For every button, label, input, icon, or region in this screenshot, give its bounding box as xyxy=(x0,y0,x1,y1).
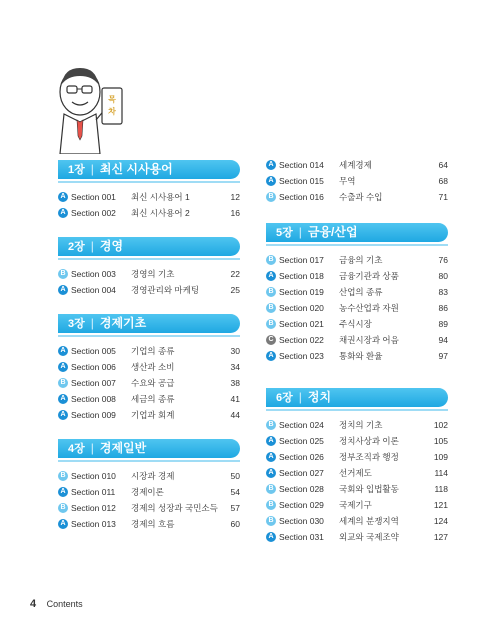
toc-entry[interactable] xyxy=(266,497,448,513)
page-number: 41 xyxy=(230,394,240,404)
chapter-title: 정치 xyxy=(307,390,332,404)
level-badge-icon: B xyxy=(266,287,276,297)
toc-entry[interactable] xyxy=(266,449,448,465)
section-number: Section 015 xyxy=(279,176,324,186)
level-badge-icon: A xyxy=(58,346,68,356)
section-title: 국제기구 xyxy=(339,500,372,510)
section-number: Section 024 xyxy=(279,420,324,430)
chapter-header[interactable]: 1장 | 최신 시사용어 xyxy=(58,160,240,179)
page-number: 83 xyxy=(438,287,448,297)
level-badge-icon: B xyxy=(58,471,68,481)
page-number: 30 xyxy=(230,346,240,356)
section-title: 최신 시사용어 1 xyxy=(131,192,190,202)
page-number: 86 xyxy=(438,303,448,313)
level-badge-icon: A xyxy=(266,532,276,542)
level-badge-icon: A xyxy=(266,176,276,186)
chapter-2 xyxy=(58,237,240,298)
toc-entry[interactable] xyxy=(266,465,448,481)
level-badge-icon: A xyxy=(266,436,276,446)
toc-entry[interactable] xyxy=(266,417,448,433)
level-badge-icon: B xyxy=(58,503,68,513)
section-title: 금융기관과 상품 xyxy=(339,271,399,281)
chapter-number: 5장 xyxy=(276,227,293,239)
page-number: 57 xyxy=(230,503,240,513)
chapter-underline xyxy=(58,460,240,462)
section-number: Section 030 xyxy=(279,516,324,526)
entry-list xyxy=(266,417,448,545)
page-number: 38 xyxy=(230,378,240,388)
section-title: 국회와 입법활동 xyxy=(339,484,399,494)
toc-entry[interactable] xyxy=(58,468,240,484)
section-number: Section 004 xyxy=(71,285,116,295)
section-title: 채권시장과 어음 xyxy=(339,335,399,345)
page-number: 71 xyxy=(438,192,448,202)
level-badge-icon: B xyxy=(266,420,276,430)
section-number: Section 002 xyxy=(71,208,116,218)
section-number: Section 023 xyxy=(279,351,324,361)
toc-entry[interactable] xyxy=(266,316,448,332)
section-title: 수출과 수입 xyxy=(339,192,383,202)
page-number: 97 xyxy=(438,351,448,361)
chapter-number: 1장 xyxy=(68,164,85,176)
section-number: Section 031 xyxy=(279,532,324,542)
chapter-5 xyxy=(266,223,448,364)
page-number: 68 xyxy=(438,176,448,186)
level-badge-icon: A xyxy=(266,468,276,478)
section-number: Section 026 xyxy=(279,452,324,462)
toc-entry[interactable] xyxy=(266,173,448,189)
section-title: 경제이론 xyxy=(131,487,164,497)
section-number: Section 014 xyxy=(279,160,324,170)
page-number: 54 xyxy=(230,487,240,497)
chapter-underline xyxy=(58,181,240,183)
section-title: 정치사상과 이론 xyxy=(339,436,399,446)
entry-list xyxy=(58,189,240,221)
chapter-title: 경영 xyxy=(99,239,124,253)
toc-entry[interactable] xyxy=(266,157,448,173)
section-title: 경제의 흐름 xyxy=(131,519,175,529)
section-title: 수요와 공급 xyxy=(131,378,175,388)
page-number: 109 xyxy=(433,452,448,462)
chapter-4 xyxy=(58,439,240,532)
footer-label: Contents xyxy=(46,599,83,609)
level-badge-icon: B xyxy=(266,319,276,329)
level-badge-icon: B xyxy=(58,378,68,388)
toc-entry[interactable] xyxy=(266,529,448,545)
chapter-header[interactable]: 5장 | 금융/산업 xyxy=(266,223,448,242)
level-badge-icon: A xyxy=(58,410,68,420)
section-number: Section 012 xyxy=(71,503,116,513)
chapter-header[interactable]: 3장 | 경제기초 xyxy=(58,314,240,333)
toc-entry[interactable] xyxy=(266,481,448,497)
level-badge-icon: A xyxy=(266,351,276,361)
mascot-illustration xyxy=(56,62,128,154)
level-badge-icon: B xyxy=(266,192,276,202)
toc-entry[interactable] xyxy=(58,359,240,375)
section-number: Section 021 xyxy=(279,319,324,329)
section-number: Section 001 xyxy=(71,192,116,202)
level-badge-icon: B xyxy=(266,303,276,313)
page-number: 124 xyxy=(433,516,448,526)
svg-text:차: 차 xyxy=(108,107,116,116)
chapter-underline xyxy=(58,258,240,260)
chapter-number: 4장 xyxy=(68,443,85,455)
level-badge-icon: A xyxy=(266,452,276,462)
level-badge-icon: A xyxy=(58,192,68,202)
page-number: 105 xyxy=(433,436,448,446)
page-number: 22 xyxy=(230,269,240,279)
toc-entry[interactable] xyxy=(266,189,448,205)
toc-right-column xyxy=(266,157,448,545)
section-number: Section 006 xyxy=(71,362,116,372)
section-title: 정부조직과 행정 xyxy=(339,452,399,462)
level-badge-icon: A xyxy=(58,394,68,404)
section-number: Section 029 xyxy=(279,500,324,510)
section-title: 기업의 종류 xyxy=(131,346,175,356)
chapter-title: 경제일반 xyxy=(99,441,147,455)
page-number: 121 xyxy=(433,500,448,510)
chapter-number: 2장 xyxy=(68,241,85,253)
page-number: 127 xyxy=(433,532,448,542)
chapter-underline xyxy=(266,409,448,411)
chapter-6 xyxy=(266,388,448,545)
toc-entry[interactable] xyxy=(266,300,448,316)
toc-entry[interactable] xyxy=(58,407,240,423)
chapter-1 xyxy=(58,160,240,221)
section-title: 생산과 소비 xyxy=(131,362,175,372)
chapter-header[interactable]: 2장 | 경영 xyxy=(58,237,240,256)
level-badge-icon: A xyxy=(266,160,276,170)
section-number: Section 005 xyxy=(71,346,116,356)
toc-entry[interactable] xyxy=(266,348,448,364)
section-title: 세금의 종류 xyxy=(131,394,175,404)
section-title: 금융의 기초 xyxy=(339,255,383,265)
level-badge-icon: C xyxy=(266,335,276,345)
entry-list xyxy=(58,468,240,532)
section-title: 산업의 종류 xyxy=(339,287,383,297)
section-title: 세계경제 xyxy=(339,160,372,170)
section-number: Section 025 xyxy=(279,436,324,446)
level-badge-icon: A xyxy=(266,271,276,281)
page-number: 60 xyxy=(230,519,240,529)
section-title: 통화와 환율 xyxy=(339,351,383,361)
section-number: Section 022 xyxy=(279,335,324,345)
level-badge-icon: A xyxy=(58,487,68,497)
page-number: 80 xyxy=(438,271,448,281)
section-number: Section 028 xyxy=(279,484,324,494)
toc-entry[interactable] xyxy=(266,284,448,300)
section-number: Section 008 xyxy=(71,394,116,404)
chapter-underline xyxy=(58,335,240,337)
section-number: Section 003 xyxy=(71,269,116,279)
section-title: 경제의 성장과 국민소득 xyxy=(131,503,218,513)
toc-entry[interactable] xyxy=(58,189,240,205)
page-number: 16 xyxy=(230,208,240,218)
page-number: 102 xyxy=(433,420,448,430)
page-number: 118 xyxy=(434,484,448,494)
chapter-number: 3장 xyxy=(68,318,85,330)
toc-entry[interactable] xyxy=(58,516,240,532)
page-number: 34 xyxy=(230,362,240,372)
page-number: 94 xyxy=(438,335,448,345)
level-badge-icon: B xyxy=(266,500,276,510)
page-number: 89 xyxy=(438,319,448,329)
page-number: 25 xyxy=(230,285,240,295)
section-title: 경영관리와 마케팅 xyxy=(131,285,200,295)
section-number: Section 009 xyxy=(71,410,116,420)
section-number: Section 016 xyxy=(279,192,324,202)
page-number: 4 xyxy=(30,598,37,610)
entry-list xyxy=(58,266,240,298)
toc-entry[interactable] xyxy=(58,282,240,298)
svg-text:목: 목 xyxy=(108,95,116,104)
level-badge-icon: B xyxy=(266,255,276,265)
level-badge-icon: A xyxy=(58,519,68,529)
toc-entry[interactable] xyxy=(58,484,240,500)
page-footer xyxy=(30,598,83,610)
toc-entry[interactable] xyxy=(266,252,448,268)
chapter-title: 금융/산업 xyxy=(307,225,358,239)
section-number: Section 017 xyxy=(279,255,324,265)
section-title: 기업과 회계 xyxy=(131,410,175,420)
chapter-3 xyxy=(58,314,240,423)
toc-entry[interactable] xyxy=(266,268,448,284)
section-title: 외교와 국제조약 xyxy=(339,532,399,542)
toc-entry[interactable] xyxy=(266,513,448,529)
level-badge-icon: B xyxy=(266,516,276,526)
section-number: Section 010 xyxy=(71,471,116,481)
section-number: Section 018 xyxy=(279,271,324,281)
section-title: 경영의 기초 xyxy=(131,269,175,279)
toc-left-column xyxy=(58,160,240,532)
section-title: 정치의 기초 xyxy=(339,420,383,430)
toc-entry[interactable] xyxy=(266,332,448,348)
section-number: Section 011 xyxy=(71,487,116,497)
section-number: Section 020 xyxy=(279,303,324,313)
toc-entry[interactable] xyxy=(58,343,240,359)
section-number: Section 007 xyxy=(71,378,116,388)
toc-entry[interactable] xyxy=(58,391,240,407)
section-title: 시장과 경제 xyxy=(131,471,175,481)
level-badge-icon: A xyxy=(58,362,68,372)
page-number: 12 xyxy=(230,192,240,202)
toc-entry[interactable] xyxy=(58,205,240,221)
chapter-header[interactable]: 4장 | 경제일반 xyxy=(58,439,240,458)
toc-entry[interactable] xyxy=(266,433,448,449)
toc-entry[interactable] xyxy=(58,266,240,282)
level-badge-icon: B xyxy=(58,269,68,279)
chapter-underline xyxy=(266,244,448,246)
level-badge-icon: A xyxy=(58,208,68,218)
page-number: 44 xyxy=(230,410,240,420)
page-number: 114 xyxy=(434,468,448,478)
section-title: 농수산업과 자원 xyxy=(339,303,399,313)
page-number: 76 xyxy=(438,255,448,265)
section-title: 세계의 분쟁지역 xyxy=(339,516,399,526)
page-number: 50 xyxy=(230,471,240,481)
entry-list xyxy=(58,343,240,423)
section-number: Section 013 xyxy=(71,519,116,529)
entry-list xyxy=(266,157,448,205)
chapter-header[interactable]: 6장 | 정치 xyxy=(266,388,448,407)
section-title: 무역 xyxy=(339,176,356,186)
level-badge-icon: A xyxy=(58,285,68,295)
page-number: 64 xyxy=(438,160,448,170)
section-number: Section 027 xyxy=(279,468,324,478)
section-title: 주식시장 xyxy=(339,319,372,329)
chapter-title: 최신 시사용어 xyxy=(99,162,173,176)
level-badge-icon: B xyxy=(266,484,276,494)
section-title: 최신 시사용어 2 xyxy=(131,208,190,218)
entry-list xyxy=(266,252,448,364)
chapter-number: 6장 xyxy=(276,392,293,404)
section-number: Section 019 xyxy=(279,287,324,297)
toc-entry[interactable] xyxy=(58,375,240,391)
chapter-title: 경제기초 xyxy=(99,316,147,330)
toc-entry[interactable] xyxy=(58,500,240,516)
section-title: 선거제도 xyxy=(339,468,372,478)
